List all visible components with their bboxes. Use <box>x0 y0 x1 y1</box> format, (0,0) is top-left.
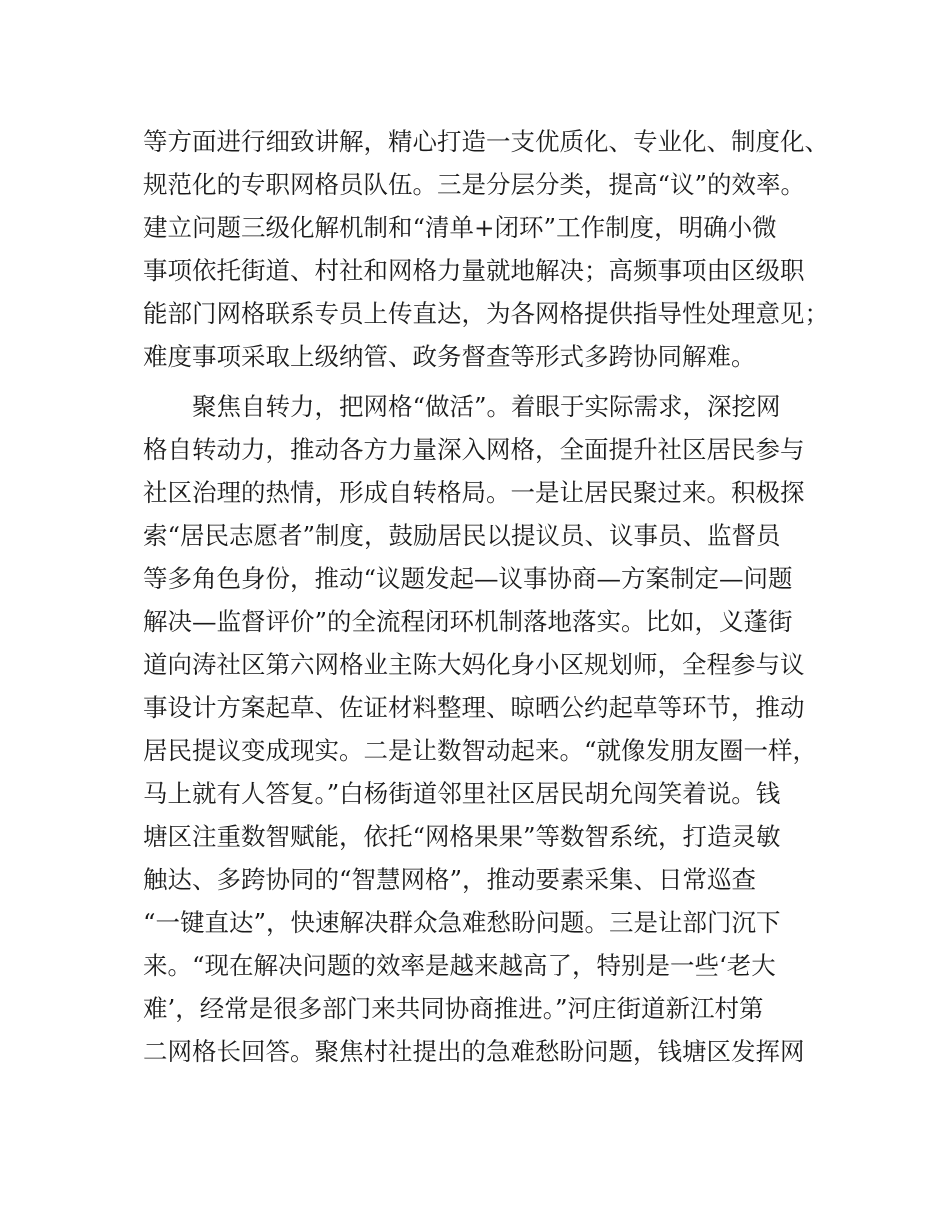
paragraph-line: 能部门网格联系专员上传直达，为各网格提供指导性处理意见； <box>143 299 829 328</box>
paragraph-line: 事项依托街道、村社和网格力量就地解决；高频事项由区级职 <box>143 256 805 285</box>
paragraph-line: 社区治理的热情，形成自转格局。一是让居民聚过来。积极探 <box>143 478 805 507</box>
paragraph-line: 马上就有人答复。”白杨街道邻里社区居民胡允闯笑着说。钱 <box>143 779 781 808</box>
paragraph-line: 建立问题三级化解机制和“清单+闭环”工作制度，明确小微 <box>143 213 777 242</box>
paragraph-line: 二网格长回答。聚焦村社提出的急难愁盼问题，钱塘区发挥网 <box>143 1037 805 1066</box>
paragraph-line: “一键直达”，快速解决群众急难愁盼问题。三是让部门沉下 <box>143 908 781 937</box>
paragraph-line: 塘区注重数智赋能，依托“网格果果”等数智系统，打造灵敏 <box>143 822 781 851</box>
paragraph-line: 索“居民志愿者”制度，鼓励居民以提议员、议事员、监督员 <box>143 521 781 550</box>
paragraph-line: 格自转动力，推动各方力量深入网格，全面提升社区居民参与 <box>143 435 805 464</box>
paragraph-2 <box>143 385 823 1073</box>
paragraph-line: 规范化的专职网格员队伍。三是分层分类，提高“议”的效率。 <box>143 170 806 199</box>
paragraph-1 <box>143 120 829 378</box>
paragraph-line: 聚焦自转力，把网格“做活”。着眼于实际需求，深挖网 <box>143 392 781 421</box>
paragraph-line: 解决—监督评价”的全流程闭环机制落地落实。比如，义蓬街 <box>143 607 793 636</box>
paragraph-line: 难度事项采取上级纳管、政务督查等形式多跨协同解难。 <box>143 342 756 371</box>
paragraph-line: 居民提议变成现实。二是让数智动起来。“就像发朋友圈一样， <box>143 736 818 765</box>
paragraph-line: 难’，经常是很多部门来共同协商推进。”河庄街道新江村第 <box>143 994 764 1023</box>
paragraph-line: 等方面进行细致讲解，精心打造一支优质化、专业化、制度化、 <box>143 127 829 156</box>
paragraph-line: 触达、多跨协同的“智慧网格”，推动要素采集、日常巡查 <box>143 865 757 894</box>
paragraph-line: 事设计方案起草、佐证材料整理、晾晒公约起草等环节，推动 <box>143 693 805 722</box>
paragraph-line: 等多角色身份，推动“议题发起—议事协商—方案制定—问题 <box>143 564 793 593</box>
paragraph-line: 来。“现在解决问题的效率是越来越高了，特别是一些‘老大 <box>143 951 776 980</box>
paragraph-line: 道向涛社区第六网格业主陈大妈化身小区规划师，全程参与议 <box>143 650 805 679</box>
